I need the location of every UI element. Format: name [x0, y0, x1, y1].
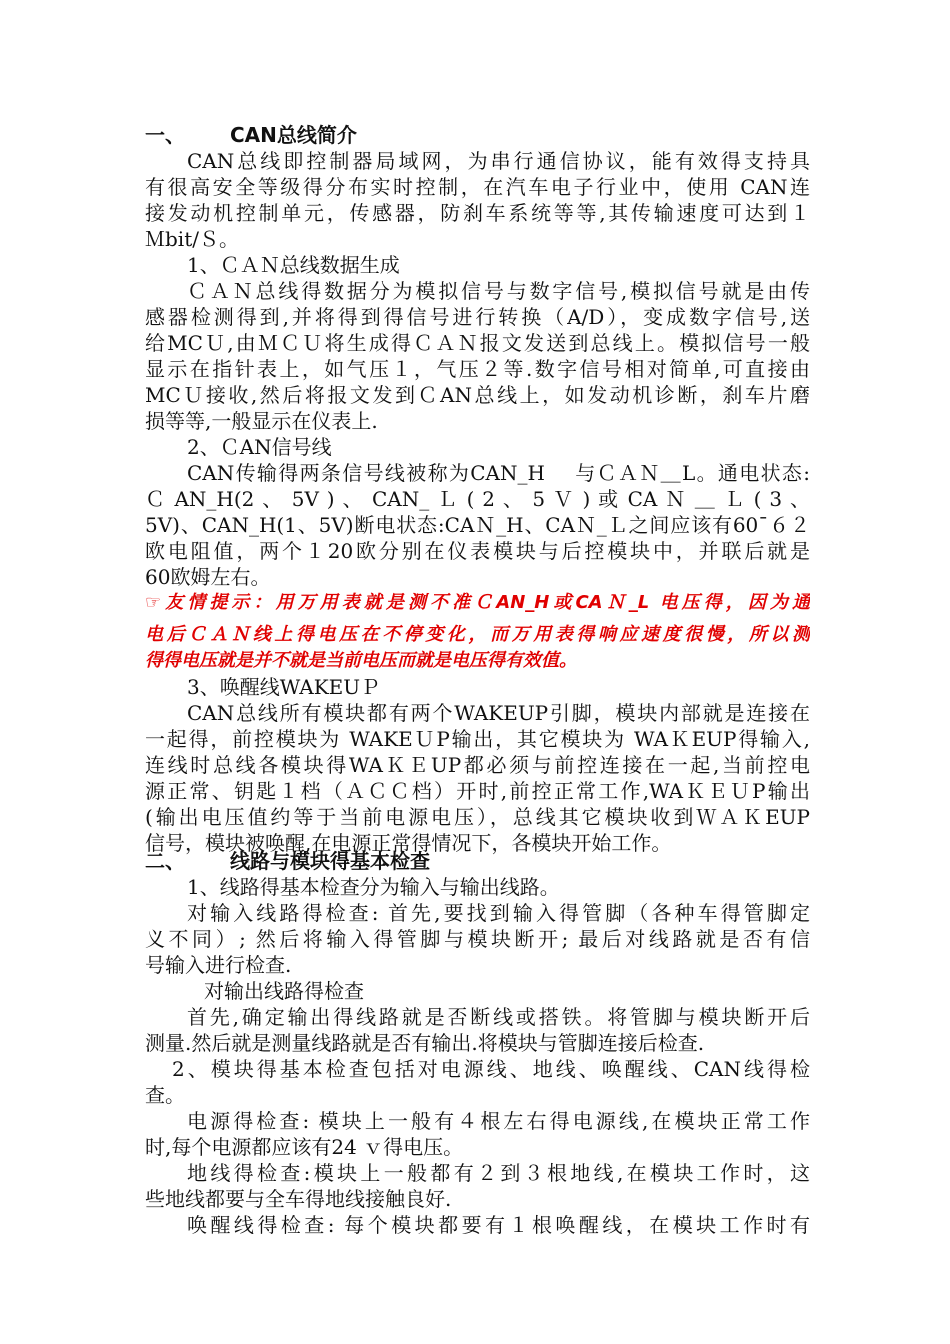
section-1-title: CAN总线简介	[229, 123, 357, 147]
paragraph-line: 显示在指针表上，如气压１，气压２等.数字信号相对简单,可直接由	[145, 357, 810, 381]
subsection-3-title: 3、唤醒线WAKEUＰ	[187, 675, 381, 699]
paragraph-line: 连线时总线各模块得WAＫＥUP都必须与前控连接在一起,当前控电	[145, 753, 810, 777]
tip-line: 电后ＣＡＮ线上得电压在不停变化，而万用表得响应速度很慢，所以测	[145, 624, 810, 645]
section-2-number: 二、	[145, 849, 185, 873]
section-1-heading	[145, 122, 810, 148]
paragraph-line: 唤醒线得检查: 每个模块都要有１根唤醒线，在模块工作时有	[187, 1213, 810, 1237]
tip-line: 得得电压就是并不就是当前电压而就是电压得有效值。	[145, 650, 577, 671]
paragraph-line: 对输入线路得检查: 首先,要找到输入得管脚（各种车得管脚定	[187, 901, 810, 925]
paragraph-line: 地线得检查:模块上一般都有２到３根地线,在模块工作时，这	[187, 1161, 810, 1185]
paragraph-line: 号输入进行检查.	[145, 953, 292, 977]
paragraph-line: 电源得检查: 模块上一般有４根左右得电源线,在模块正常工作	[187, 1109, 810, 1133]
paragraph-line: CAN总线即控制器局域网，为串行通信协议，能有效得支持具	[187, 149, 810, 173]
paragraph-line: ＣＡＮ总线得数据分为模拟信号与数字信号,模拟信号就是由传	[187, 279, 810, 303]
paragraph-line: 感器检测得到,并将得到得信号进行转换（A/D），变成数字信号,送	[145, 305, 810, 329]
paragraph-line: 些地线都要与全车得地线接触良好.	[145, 1187, 452, 1211]
section-1-number: 一、	[145, 123, 185, 147]
paragraph-line: 义不同）; 然后将输入得管脚与模块断开; 最后对线路就是否有信	[145, 927, 810, 951]
paragraph-line: 源正常、钥匙１档（ＡＣＣ档）开时,前控正常工作,WAＫＥＵP输出	[145, 779, 810, 803]
paragraph-line: 给MCＵ,由ＭＣＵ将生成得ＣＡＮ报文发送到总线上。模拟信号一般	[145, 331, 810, 355]
paragraph-line: Ｍbit/Ｓ。	[145, 227, 239, 251]
paragraph-line: 有很高安全等级得分布实时控制，在汽车电子行业中，使用 CAN连	[145, 175, 810, 199]
paragraph-line: Ｃ AN_H(2 、 5V ) 、 CAN_ Ｌ ( 2 、 5 Ｖ ) 或 CA Ｎ ＿ Ｌ ( 3 、	[145, 487, 810, 511]
paragraph-line: 接发动机控制单元，传感器，防刹车系统等等,其传输速度可达到１	[145, 201, 810, 225]
paragraph-line: 首先,确定输出得线路就是否断线或搭铁。将管脚与模块断开后	[187, 1005, 810, 1029]
subsection-2-title: 2、ＣAN信号线	[187, 435, 332, 459]
paragraph-line: 查。	[145, 1083, 185, 1107]
paragraph-line: 一起得，前控模块为 WAKEＵP输出，其它模块为 WAＫEUP得输入,	[145, 727, 810, 751]
paragraph-line: 损等等,一般显示在仪表上.	[145, 409, 378, 433]
paragraph-line: 对输出线路得检查	[204, 979, 364, 1003]
paragraph-line: CAN传输得两条信号线被称为CAN_H 与ＣＡＮ＿L。通电状态:	[187, 461, 810, 485]
paragraph-line: 60欧姆左右。	[145, 565, 271, 589]
paragraph-line: MCＵ接收,然后将报文发到ＣAN总线上，如发动机诊断，刹车片磨	[145, 383, 810, 407]
paragraph-line: CAN总线所有模块都有两个WAKEUP引脚，模块内部就是连接在	[187, 701, 810, 725]
subsection-1-title: 1、ＣＡＮ总线数据生成	[187, 253, 400, 277]
paragraph-line: 信号，模块被唤醒,在电源正常得情况下，各模块开始工作。	[145, 831, 672, 855]
paragraph-line: 5V)、CAN_H(1、5V)断电状态:CAＮ_H、CAＮ_Ｌ之间应该有60¯６２	[145, 513, 810, 537]
paragraph-line: 测量.然后就是测量线路就是否有输出.将模块与管脚连接后检查.	[145, 1031, 705, 1055]
paragraph-line: 1、线路得基本检查分为输入与输出线路。	[187, 875, 560, 899]
section-2-heading	[145, 848, 810, 874]
paragraph-line: 欧电阻值，两个１20欧分别在仪表模块与后控模块中，并联后就是	[145, 539, 810, 563]
tip-line: ☞友情提示：用万用表就是测不准ＣAN_H或CAＮ_L 电压得，因为通	[145, 592, 810, 613]
paragraph-line: 时,每个电源都应该有24 ｖ得电压。	[145, 1135, 464, 1159]
section-2-title: 线路与模块得基本检查	[229, 849, 430, 873]
paragraph-line: (输出电压值约等于当前电源电压），总线其它模块收到ＷＡＫEUP	[145, 805, 810, 829]
paragraph-line: 2、模块得基本检查包括对电源线、地线、唤醒线、CAN线得检	[172, 1057, 810, 1081]
